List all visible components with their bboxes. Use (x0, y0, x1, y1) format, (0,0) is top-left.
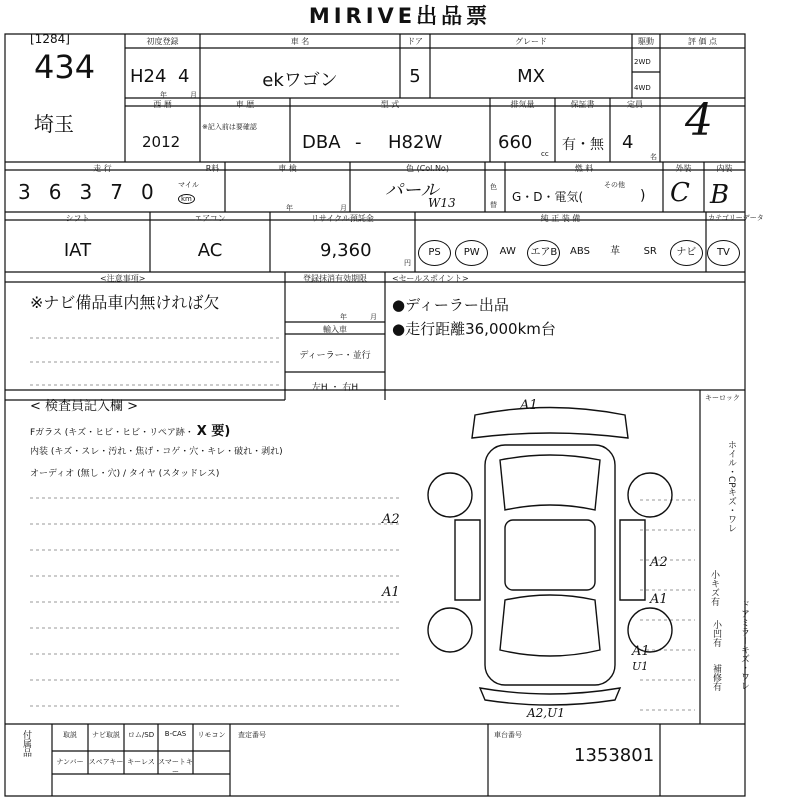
acc-remote: リモコン (197, 731, 226, 739)
equipment-item: PW (455, 240, 488, 266)
header-color: 色 (Col.No) (406, 164, 449, 173)
reg-era: H24 (130, 66, 167, 87)
keylock-label: キーロック (705, 394, 740, 402)
header-first-reg: 初度登録 (146, 37, 179, 46)
notes-text: ※ナビ備品車内無ければ欠 (30, 293, 220, 312)
header-western-year: 西 暦 (153, 100, 172, 109)
mark-rear-u1: U1 (632, 660, 649, 673)
history-note: ※記入前は要確認 (202, 123, 257, 131)
model-prefix: DBA (302, 132, 341, 153)
equipment-list (418, 240, 744, 266)
inspector-title: < 検査員記入欄 > (30, 399, 139, 414)
car-name: ekワゴン (262, 70, 338, 91)
aircon-value: AC (197, 240, 223, 261)
mark-left-front: A2 (382, 512, 400, 527)
header-sales-points: <セールスポイント> (392, 274, 469, 283)
reg-month: 4 (178, 66, 190, 87)
capacity-unit: 名 (650, 153, 657, 161)
equipment-item: AW (499, 246, 516, 257)
acc-smart-key: スマートキー (158, 758, 193, 776)
acc-spare-key: スペアキー (88, 758, 124, 766)
month-label: 月 (190, 91, 197, 99)
side-note-wheel: ホイル・CPキズ・ワレ (726, 440, 736, 533)
fuel-close: ) (640, 188, 646, 204)
header-equipment: 純 正 装 備 (540, 214, 581, 223)
shift-value: IAT (63, 240, 92, 261)
acc-keyless: キーレス (127, 758, 155, 766)
western-year: 2012 (142, 133, 181, 151)
equipment-item: PS (418, 240, 451, 266)
cc-unit: cc (541, 150, 549, 158)
header-warranty: 保証書 (570, 100, 595, 109)
lot-code: [1284] (30, 32, 70, 46)
capacity-value: 4 (622, 132, 634, 153)
mileage-digit: 3 (79, 180, 111, 204)
accessories-label: 付属品 (21, 730, 31, 757)
shaken-year: 年 (286, 204, 293, 212)
header-grade: グレード (515, 37, 547, 46)
mileage-digit: 0 (140, 180, 172, 204)
drive-4wd: 4WD (634, 84, 651, 92)
evaluation-score: 4 (685, 95, 713, 146)
interior-line: 内装 (キズ・スレ・汚れ・焦げ・コゲ・穴・キレ・破れ・剥れ) (30, 447, 283, 457)
header-r-fee: R料 (205, 164, 220, 173)
header-car-name: 車 名 (290, 37, 310, 46)
header-capacity: 定員 (627, 100, 643, 109)
door-count: 5 (409, 66, 421, 87)
equipment-item: TV (707, 240, 740, 266)
acc-nav-manual: ナビ取説 (92, 731, 120, 739)
header-shaken: 車 検 (278, 164, 297, 173)
glass-line (30, 420, 230, 439)
interior-grade: B (710, 180, 730, 210)
side-note-mirror: ドアミラーキズ・ワレ (739, 600, 749, 690)
glass-mark: X 要) (196, 424, 231, 439)
header-displacement: 排気量 (510, 100, 535, 109)
header-recycle: リサイクル預託金 (311, 214, 374, 223)
header-mileage: 走 行 (93, 164, 112, 173)
mark-left-rear: A1 (382, 585, 400, 600)
reg-month-day: 月 (370, 313, 377, 321)
equipment-item: 革 (610, 246, 621, 257)
mileage-digit: 7 (110, 180, 141, 204)
vehicle-number-label: 車台番号 (494, 731, 522, 739)
model-code: H82W (388, 132, 443, 153)
displacement: 660 (498, 132, 533, 153)
lot-number: 434 (34, 48, 96, 86)
header-category: カテゴリーデータ (708, 214, 764, 222)
equipment-item: エアB (527, 240, 560, 266)
mileage-digit: 3 (18, 180, 49, 204)
side-note-repair: 補修有 (711, 664, 721, 691)
sales-point-1: ●ディーラー出品 (392, 296, 509, 314)
header-exterior: 外装 (675, 164, 692, 173)
recycle-unit: 円 (404, 259, 411, 267)
mark-right-front: A2 (650, 555, 668, 570)
region: 埼玉 (34, 112, 74, 136)
fuel-other: その他 (604, 181, 625, 189)
color-value: パール (385, 180, 439, 201)
header-shift: シフト (65, 214, 90, 223)
mark-rear-wheel: A1 (632, 644, 650, 659)
header-interior: 内装 (716, 164, 733, 173)
side-note-scratch: 小キズ有 (709, 570, 719, 606)
mileage-unit-km: km (178, 194, 195, 204)
mark-rear: A2,U1 (527, 706, 565, 720)
equipment-item: ナビ (670, 240, 703, 266)
model-dash: - (355, 132, 362, 153)
header-score: 評 価 点 (687, 37, 718, 46)
acc-plate: ナンバー (56, 758, 84, 766)
header-doors: ドア (407, 37, 423, 46)
acc-manual: 取説 (63, 731, 77, 739)
acc-rom-sd: ロム/SD (127, 731, 155, 739)
header-drive: 駆動 (638, 37, 654, 46)
vehicle-number: 1353801 (574, 745, 655, 766)
inspection-number-label: 査定番号 (238, 731, 266, 739)
header-reg-valid: 登録抹消有効期限 (303, 274, 367, 283)
acc-bcas: B-CAS (164, 730, 187, 738)
color-side-1: 色 (490, 183, 497, 191)
mileage-unit-mile: マイル (178, 181, 199, 189)
grade-value: MX (517, 66, 545, 87)
header-fuel: 燃 料 (574, 164, 594, 173)
document-title: MIRIVE出品票 (308, 4, 492, 28)
mileage-digits (18, 180, 172, 204)
warranty-value: 有・無 (562, 137, 604, 153)
header-history: 車 歴 (235, 100, 255, 109)
audio-line: オーディオ (無し・穴) / タイヤ (スタッドレス) (30, 469, 220, 479)
import-steering: 左H ・ 右H (311, 383, 359, 393)
color-side-2: 替 (490, 201, 497, 209)
header-model: 型 式 (380, 100, 400, 109)
drive-2wd: 2WD (634, 58, 651, 66)
exterior-grade: C (670, 178, 690, 208)
recycle-value: 9,360 (320, 240, 372, 261)
header-notes: <注意事項> (100, 274, 146, 283)
year-label: 年 (160, 91, 167, 99)
side-note-dent: 小凹有 (711, 620, 721, 647)
header-aircon: エアコン (194, 214, 226, 223)
mark-right-rear: A1 (650, 592, 668, 607)
mileage-digit: 6 (48, 180, 80, 204)
shaken-month: 月 (340, 204, 347, 212)
color-code: W13 (428, 196, 456, 210)
equipment-item: ABS (570, 246, 590, 257)
reg-year: 年 (340, 313, 347, 321)
mark-front: A1 (520, 398, 538, 413)
import-dealer: ディーラー・並行 (299, 351, 371, 361)
header-import: 輸入車 (323, 325, 347, 334)
equipment-item: SR (643, 246, 657, 257)
sales-point-2: ●走行距離36,000km台 (392, 320, 556, 338)
fuel-options: G・D・電気( (512, 190, 584, 204)
glass-text: Fガラス (キズ・ヒビ・ヒビ・リペア跡・ (30, 428, 194, 438)
